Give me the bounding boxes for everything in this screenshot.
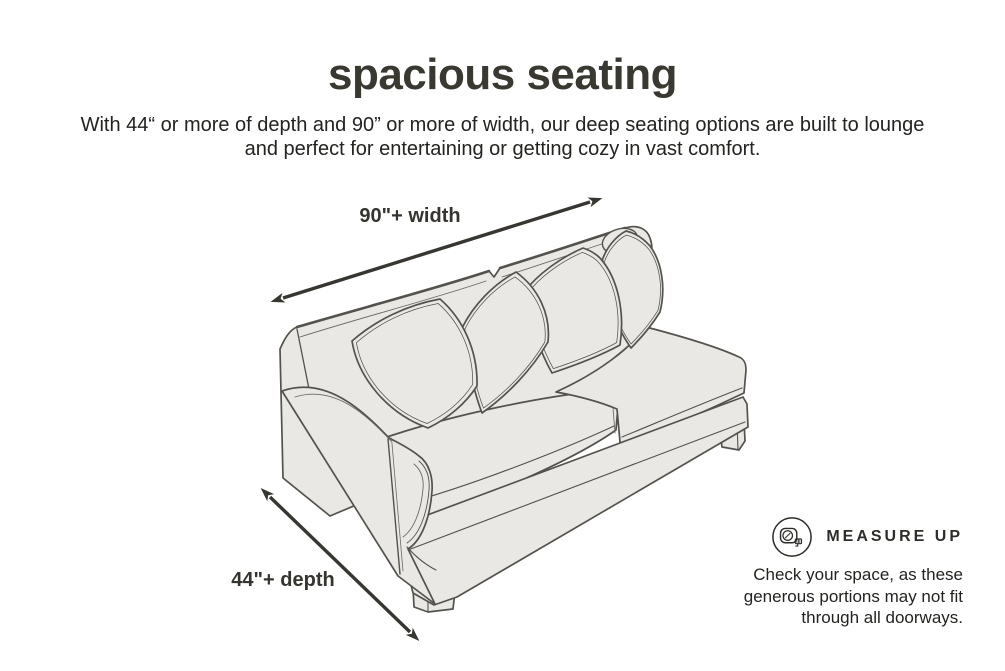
page-title: spacious seating	[327, 50, 677, 99]
depth-dimension-label: 44"+ depth	[231, 569, 335, 591]
measure-up-text-line-2: generous portions may not fit	[743, 586, 963, 606]
measure-up-heading: MEASURE UP	[826, 528, 963, 545]
width-dimension-label: 90"+ width	[359, 205, 461, 227]
measure-up-text-line-3: through all doorways.	[801, 608, 963, 627]
measure-up-header	[703, 516, 963, 558]
measure-up-section	[703, 516, 963, 629]
measure-up-text-line-1: Check your space, as these	[753, 565, 963, 584]
tape-measure-icon	[771, 516, 813, 558]
subtitle-line-1: With 44“ or more of depth and 90” or more of width, our deep seating options are built to lounge	[80, 114, 925, 136]
subtitle-line-2: and perfect for entertaining or getting cozy in vast comfort.	[244, 137, 761, 160]
sofa-illustration	[280, 224, 748, 612]
measure-up-text	[703, 564, 963, 629]
